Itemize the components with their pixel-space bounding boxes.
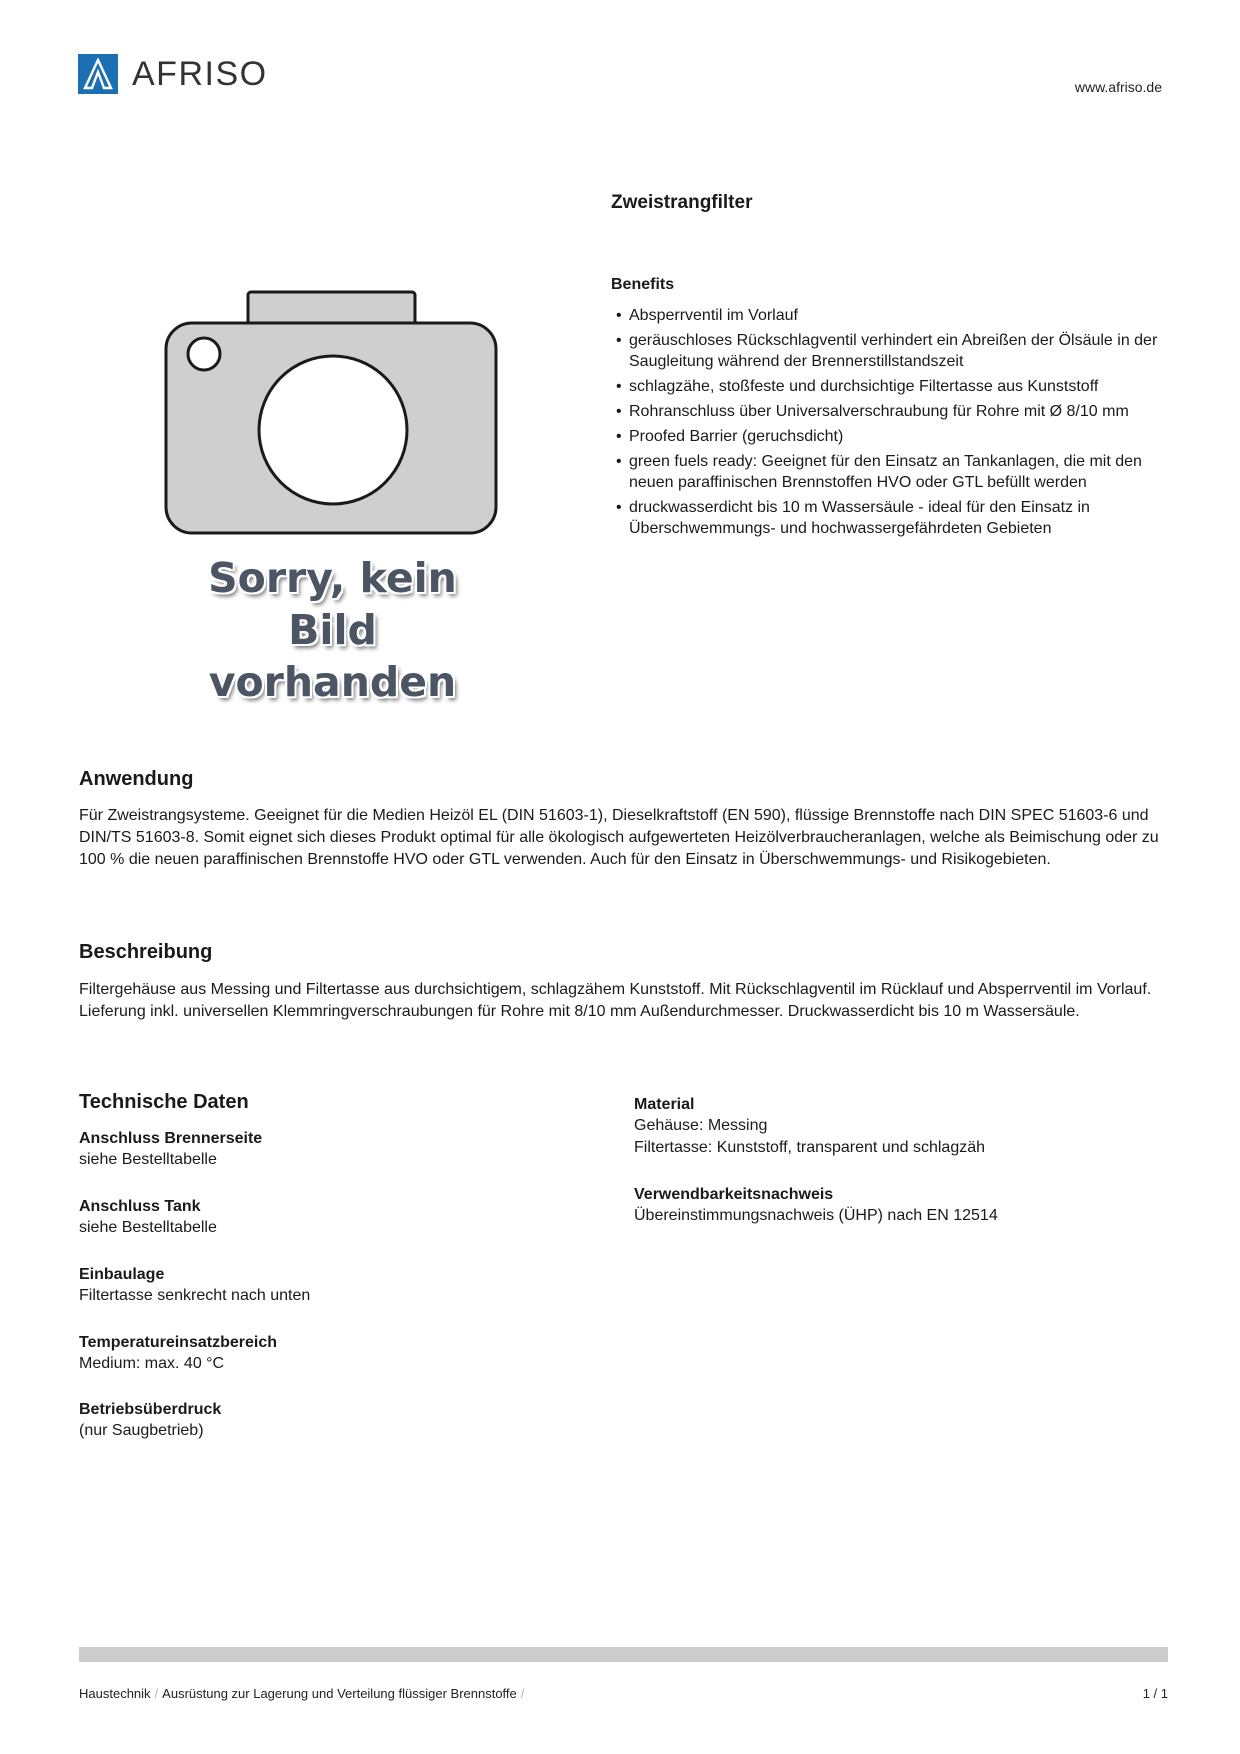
beschreibung-heading: Beschreibung [79,941,213,963]
no-image-text: Sorry, kein Bild vorhanden [208,554,457,706]
brand-logo [78,54,268,94]
spec-value: Übereinstimmungsnachweis (ÜHP) nach EN 12514 [634,1207,998,1224]
spec-anschluss-brennerseite [79,1128,262,1171]
anwendung-heading: Anwendung [79,768,194,790]
benefit-item: • Proofed Barrier (geruchsdicht) [611,426,1171,447]
benefit-item: • Rohranschluss über Universalverschraubung für Rohre mit Ø 8/10 mm [611,401,1171,422]
benefit-item: • schlagzähe, stoßfeste und durchsichtige Filtertasse aus Kunststoff [611,376,1171,397]
benefit-item: • green fuels ready: Geeignet für den Einsatz an Tankanlagen, die mit den neuen paraffinischen Brennstoffen HVO oder GTL befüllt werden [611,451,1171,493]
afriso-logo-icon [78,54,118,94]
spec-label: Verwendbarkeitsnachweis [634,1186,834,1203]
breadcrumb-item[interactable]: Ausrüstung zur Lagerung und Verteilung flüssiger Brennstoffe [162,1686,517,1701]
technische-daten-heading: Technische Daten [79,1091,249,1113]
benefit-item: • druckwasserdicht bis 10 m Wassersäule - ideal für den Einsatz in Überschwemmungs- und hochwassergefährdeten Gebieten [611,497,1171,539]
website-url: www.afriso.de [1074,79,1162,95]
brand-name: AFRISO [132,54,268,93]
benefits-heading: Benefits [611,276,675,293]
spec-einbaulage [79,1264,310,1307]
breadcrumb [79,1686,528,1701]
spec-value: (nur Saugbetrieb) [79,1422,204,1439]
spec-value: Filtertasse senkrecht nach unten [79,1287,311,1304]
camera-icon [160,290,505,540]
spec-label: Anschluss Tank [79,1198,201,1215]
product-title: Zweistrangfilter [611,192,753,213]
breadcrumb-item[interactable]: Haustechnik [79,1686,151,1701]
spec-value: Medium: max. 40 °C [79,1355,225,1372]
footer-divider-bar [79,1647,1168,1662]
beschreibung-text: Filtergehäuse aus Messing und Filtertasse aus durchsichtigem, schlagzähem Kunststoff. Mit Rückschlagventil im Rücklauf und Absperrventil im Vorlauf. Lieferung inkl. universellen Klemmringverschraubungen für Rohre mit 8/10 mm Außendurchmesser. Druckwasserdicht bis 10 m Wassersäule. [79,981,1152,1020]
page-number: 1 / 1 [1142,1686,1168,1701]
spec-label: Betriebsüberdruck [79,1401,222,1418]
spec-value: siehe Bestelltabelle [79,1151,217,1168]
benefit-item: • Absperrventil im Vorlauf [611,305,1171,326]
spec-verwendbarkeitsnachweis [634,1184,998,1227]
spec-temperatureinsatzbereich [79,1332,277,1375]
spec-material [634,1094,985,1159]
spec-label: Einbaulage [79,1266,165,1283]
breadcrumb-separator: / [154,1686,159,1701]
benefit-item: • geräuschloses Rückschlagventil verhindert ein Abreißen der Ölsäule in der Saugleitung während der Brennerstillstandszeit [611,330,1171,372]
anwendung-text: Für Zweistrangsysteme. Geeignet für die Medien Heizöl EL (DIN 51603-1), Dieselkraftstoff (EN 590), flüssige Brennstoffe nach DIN SPEC 51603-6 und DIN/TS 51603-8. Somit eignet sich dieses Produkt optimal für alle ökologisch aufgewerteten Heizölverbraucheranlagen, welche als Beimischung oder zu 100 % die neuen paraffinischen Brennstoffe HVO oder GTL verwenden. Auch für den Einsatz in Überschwemmungs- und Risikogebieten. [79,807,1159,868]
spec-betriebsueberdruck [79,1399,221,1442]
spec-value: Filtertasse: Kunststoff, transparent und schlagzäh [634,1139,986,1156]
product-image-placeholder [160,290,505,706]
spec-value: Gehäuse: Messing [634,1117,768,1134]
breadcrumb-separator: / [520,1686,525,1701]
benefits-list [611,305,1171,543]
spec-label: Temperatureinsatzbereich [79,1334,277,1351]
spec-label: Anschluss Brennerseite [79,1130,263,1147]
spec-label: Material [634,1096,695,1113]
spec-anschluss-tank [79,1196,217,1239]
spec-value: siehe Bestelltabelle [79,1219,217,1236]
